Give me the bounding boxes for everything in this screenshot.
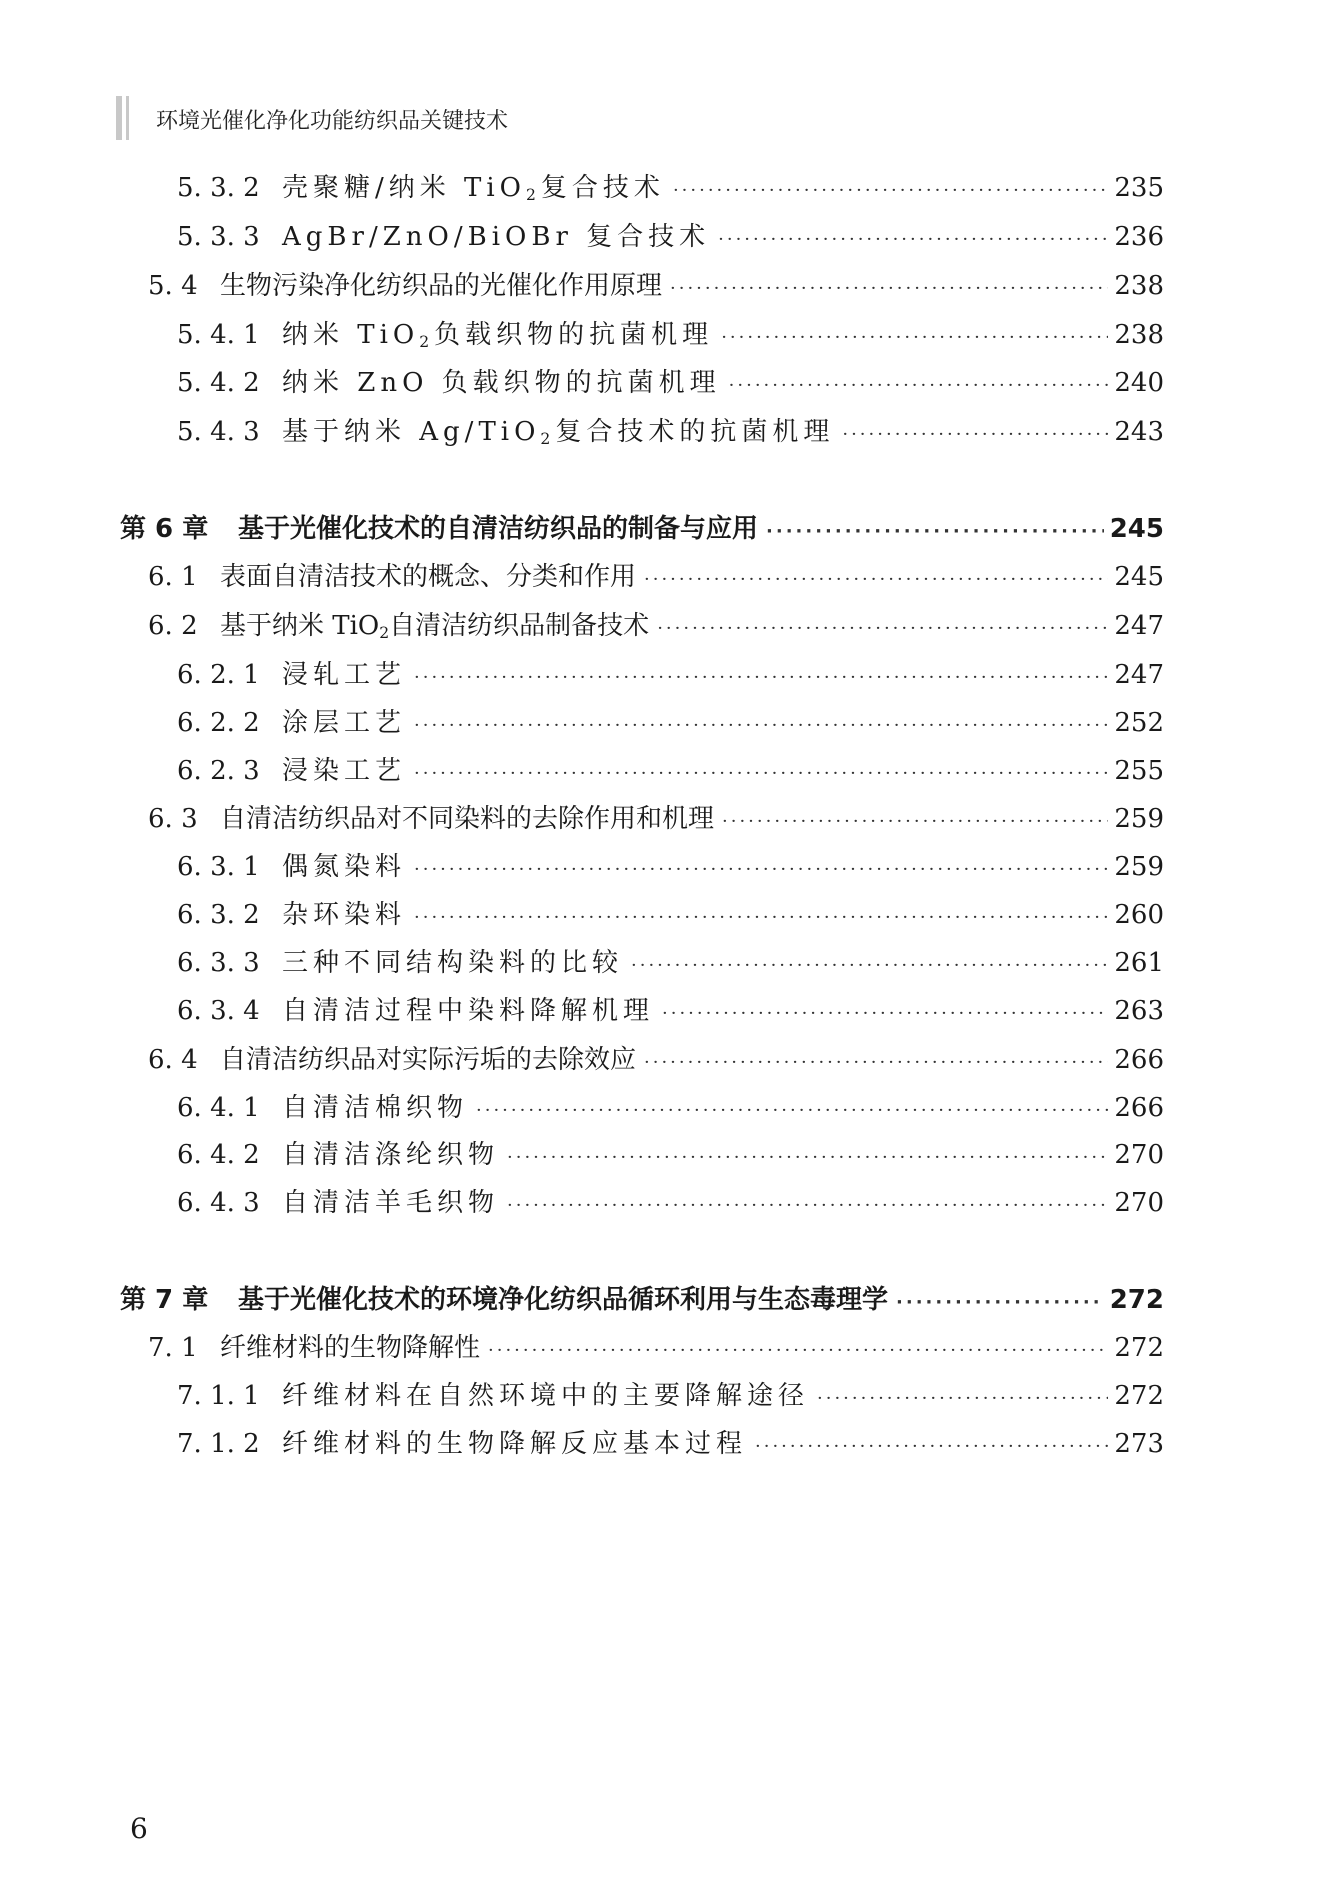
toc-title-text-cont: 自清洁纺织品制备技术 [389, 611, 650, 641]
toc-entry-page: 263 [1114, 996, 1164, 1026]
toc-entry-page: 272 [1114, 1381, 1164, 1411]
toc-entry-page: 266 [1114, 1093, 1164, 1123]
toc-entry[interactable] [177, 1183, 1164, 1223]
toc-entry-page: 245 [1109, 514, 1164, 544]
toc-entry-number: 7. 1. 1 [177, 1381, 260, 1411]
dot-leader [631, 946, 1108, 986]
toc-entry-page: 273 [1114, 1429, 1164, 1459]
toc-title-subscript: 2 [419, 332, 435, 351]
toc-entry-page: 261 [1114, 948, 1164, 978]
dot-leader [414, 898, 1108, 938]
toc-entry-number: 6. 2. 3 [177, 756, 260, 786]
toc-entry[interactable] [120, 1280, 1164, 1320]
toc-entry-page: 260 [1114, 900, 1164, 930]
toc-entry-number: 5. 4. 3 [177, 417, 260, 447]
toc-title-text: 自清洁纺织品对实际污垢的去除效应 [220, 1045, 637, 1075]
toc-entry-title [282, 412, 834, 459]
toc-entry-number: 7. 1 [148, 1333, 198, 1363]
dot-leader [414, 706, 1108, 746]
toc-entry[interactable] [177, 895, 1164, 935]
toc-entry-page: 270 [1114, 1140, 1164, 1170]
toc-entry-title [220, 557, 636, 597]
toc-entry-page: 240 [1114, 368, 1164, 398]
toc-entry-title [282, 1424, 747, 1464]
toc-entry[interactable] [148, 606, 1164, 646]
toc-entry-title [282, 1376, 809, 1416]
toc-title-text: 纳米 ZnO 负载织物的抗菌机理 [282, 368, 721, 398]
toc-entry-title [238, 509, 758, 549]
toc-entry-number: 6. 1 [148, 562, 198, 592]
toc-entry-title [282, 703, 406, 743]
toc-entry-page: 266 [1114, 1045, 1164, 1075]
toc-entry-title [220, 266, 662, 306]
toc-entry-title [220, 1328, 480, 1368]
toc-entry-title [282, 847, 406, 887]
toc-entry-title [282, 751, 406, 791]
toc-title-text: 纤维材料的生物降解反应基本过程 [282, 1429, 748, 1459]
toc-title-text: 基于纳米 TiO [220, 611, 380, 641]
toc-title-subscript: 2 [540, 429, 556, 448]
toc-entry-title [282, 1135, 499, 1175]
dot-leader [414, 850, 1108, 890]
dot-leader [657, 609, 1108, 649]
toc-title-text: 自清洁羊毛织物 [282, 1188, 500, 1218]
toc-entry[interactable] [120, 509, 1164, 549]
toc-entry-number: 5. 4 [148, 271, 198, 301]
toc-title-text: 自清洁涤纶织物 [282, 1140, 500, 1170]
toc-entry-number: 第 6 章 [120, 514, 209, 544]
toc-entry-page: 245 [1114, 562, 1164, 592]
toc-entry[interactable] [177, 655, 1164, 695]
toc-entry-number: 5. 3. 3 [177, 222, 260, 252]
dot-leader [662, 994, 1108, 1034]
dot-leader [644, 1043, 1108, 1083]
toc-entry[interactable] [177, 703, 1164, 743]
toc-entry-title [282, 895, 406, 935]
toc-entry[interactable] [177, 1424, 1164, 1464]
toc-title-text: 三种不同结构染料的比较 [282, 948, 624, 978]
toc-entry[interactable] [177, 168, 1164, 208]
toc-entry[interactable] [177, 363, 1164, 403]
toc-title-text-cont: 复合技术的抗菌机理 [555, 417, 835, 447]
toc-entry-title [282, 315, 713, 362]
toc-entry[interactable] [148, 1328, 1164, 1368]
toc-entry-page: 272 [1109, 1285, 1164, 1315]
toc-entry-title [282, 1088, 468, 1128]
toc-title-text: 基于光催化技术的环境净化纺织品循环利用与生态毒理学 [238, 1285, 889, 1315]
toc-entry-title [282, 217, 710, 257]
toc-title-subscript: 2 [526, 185, 541, 204]
toc-title-text: 偶氮染料 [282, 852, 407, 882]
toc-entry-number: 6. 3. 3 [177, 948, 260, 978]
toc-title-text: 纤维材料在自然环境中的主要降解途径 [282, 1381, 810, 1411]
toc-title-subscript: 2 [379, 623, 390, 642]
toc-entry-page: 272 [1114, 1333, 1164, 1363]
toc-entry-page: 235 [1114, 173, 1164, 203]
toc-entry-title [282, 1183, 499, 1223]
toc-title-text: 壳聚糖/纳米 TiO [282, 173, 526, 203]
toc-entry[interactable] [177, 751, 1164, 791]
toc-entry-title [220, 799, 714, 839]
toc-entry-number: 6. 3. 2 [177, 900, 260, 930]
toc-title-text: 自清洁棉织物 [282, 1093, 469, 1123]
toc-entry-page: 259 [1114, 852, 1164, 882]
toc-entry[interactable] [177, 991, 1164, 1031]
toc-title-text: 纤维材料的生物降解性 [220, 1333, 481, 1363]
toc-title-text-cont: 负载织物的抗菌机理 [434, 320, 714, 350]
toc-title-text: 基于纳米 Ag/TiO [282, 417, 541, 447]
dot-leader [673, 171, 1108, 211]
toc-entry-page: 236 [1114, 222, 1164, 252]
toc-entry-number: 6. 4. 1 [177, 1093, 260, 1123]
toc-entry-number: 6. 4. 3 [177, 1188, 260, 1218]
toc-entry[interactable] [148, 1040, 1164, 1080]
toc-title-text: 自清洁纺织品对不同染料的去除作用和机理 [220, 804, 715, 834]
toc-entry-page: 238 [1114, 320, 1164, 350]
toc-entry-number: 第 7 章 [120, 1285, 209, 1315]
toc-title-text: 杂环染料 [282, 900, 407, 930]
dot-leader [842, 415, 1108, 455]
toc-entry-number: 7. 1. 2 [177, 1429, 260, 1459]
toc-entry-title [282, 363, 721, 403]
toc-entry-page: 238 [1114, 271, 1164, 301]
toc-title-text: 基于光催化技术的自清洁纺织品的制备与应用 [238, 514, 759, 544]
running-title: 环境光催化净化功能纺织品关键技术 [156, 109, 509, 134]
dot-leader [414, 658, 1108, 698]
dot-leader [414, 754, 1108, 794]
dot-leader [718, 220, 1108, 260]
dot-leader [670, 269, 1108, 309]
toc-title-text: 浸轧工艺 [282, 660, 407, 690]
toc-entry[interactable] [177, 1135, 1164, 1175]
dot-leader [488, 1331, 1108, 1371]
toc-entry-title [282, 655, 406, 695]
dot-leader [476, 1091, 1108, 1131]
toc-entry-page: 255 [1114, 756, 1164, 786]
header-bar [126, 96, 129, 140]
header-bar [116, 96, 122, 140]
dot-leader [644, 560, 1108, 600]
toc-entry[interactable] [148, 266, 1164, 306]
toc-entry-number: 6. 3. 1 [177, 852, 260, 882]
toc-title-text: 自清洁过程中染料降解机理 [282, 996, 655, 1026]
toc-entry-title [220, 1040, 636, 1080]
toc-entry-number: 6. 4 [148, 1045, 198, 1075]
toc-title-text: 生物污染净化纺织品的光催化作用原理 [220, 271, 663, 301]
toc-entry-page: 252 [1114, 708, 1164, 738]
page-number: 6 [130, 1812, 148, 1845]
toc-title-text-cont: 复合技术 [540, 173, 665, 203]
toc-entry[interactable] [177, 847, 1164, 887]
dot-leader [896, 1283, 1104, 1323]
toc-entry-number: 6. 3. 4 [177, 996, 260, 1026]
toc-entry-number: 5. 4. 1 [177, 320, 260, 350]
toc-entry-number: 6. 4. 2 [177, 1140, 260, 1170]
toc-entry-number: 6. 2. 2 [177, 708, 260, 738]
toc-entry-page: 247 [1114, 611, 1164, 641]
toc-entry-number: 6. 2 [148, 611, 198, 641]
toc-entry-title [282, 168, 665, 215]
toc-entry-number: 6. 3 [148, 804, 198, 834]
dot-leader [721, 318, 1108, 358]
toc-entry-number: 6. 2. 1 [177, 660, 260, 690]
toc-entry-page: 247 [1114, 660, 1164, 690]
toc-entry[interactable] [177, 315, 1164, 355]
toc-title-text: 表面自清洁技术的概念、分类和作用 [220, 562, 637, 592]
toc-entry-number: 5. 4. 2 [177, 368, 260, 398]
toc-entry[interactable] [148, 557, 1164, 597]
toc-entry[interactable] [177, 217, 1164, 257]
dot-leader [729, 366, 1109, 406]
toc-title-text: 浸染工艺 [282, 756, 407, 786]
toc-entry[interactable] [177, 1376, 1164, 1416]
toc-entry-page: 270 [1114, 1188, 1164, 1218]
dot-leader [507, 1138, 1108, 1178]
toc-title-text: 纳米 TiO [282, 320, 420, 350]
toc-entry-number: 5. 3. 2 [177, 173, 260, 203]
toc-entry[interactable] [177, 1088, 1164, 1128]
dot-leader [722, 802, 1108, 842]
dot-leader [766, 512, 1104, 552]
toc-entry-title [220, 606, 649, 653]
toc-title-text: AgBr/ZnO/BiOBr 复合技术 [282, 222, 711, 252]
toc-entry-title [282, 943, 623, 983]
dot-leader [507, 1186, 1108, 1226]
toc-entry[interactable] [148, 799, 1164, 839]
toc-entry[interactable] [177, 412, 1164, 452]
dot-leader [755, 1427, 1108, 1467]
toc-title-text: 涂层工艺 [282, 708, 407, 738]
toc-entry-title [282, 991, 654, 1031]
toc-entry[interactable] [177, 943, 1164, 983]
toc-entry-page: 243 [1114, 417, 1164, 447]
toc-entry-title [238, 1280, 888, 1320]
dot-leader [817, 1379, 1108, 1419]
toc-entry-page: 259 [1114, 804, 1164, 834]
